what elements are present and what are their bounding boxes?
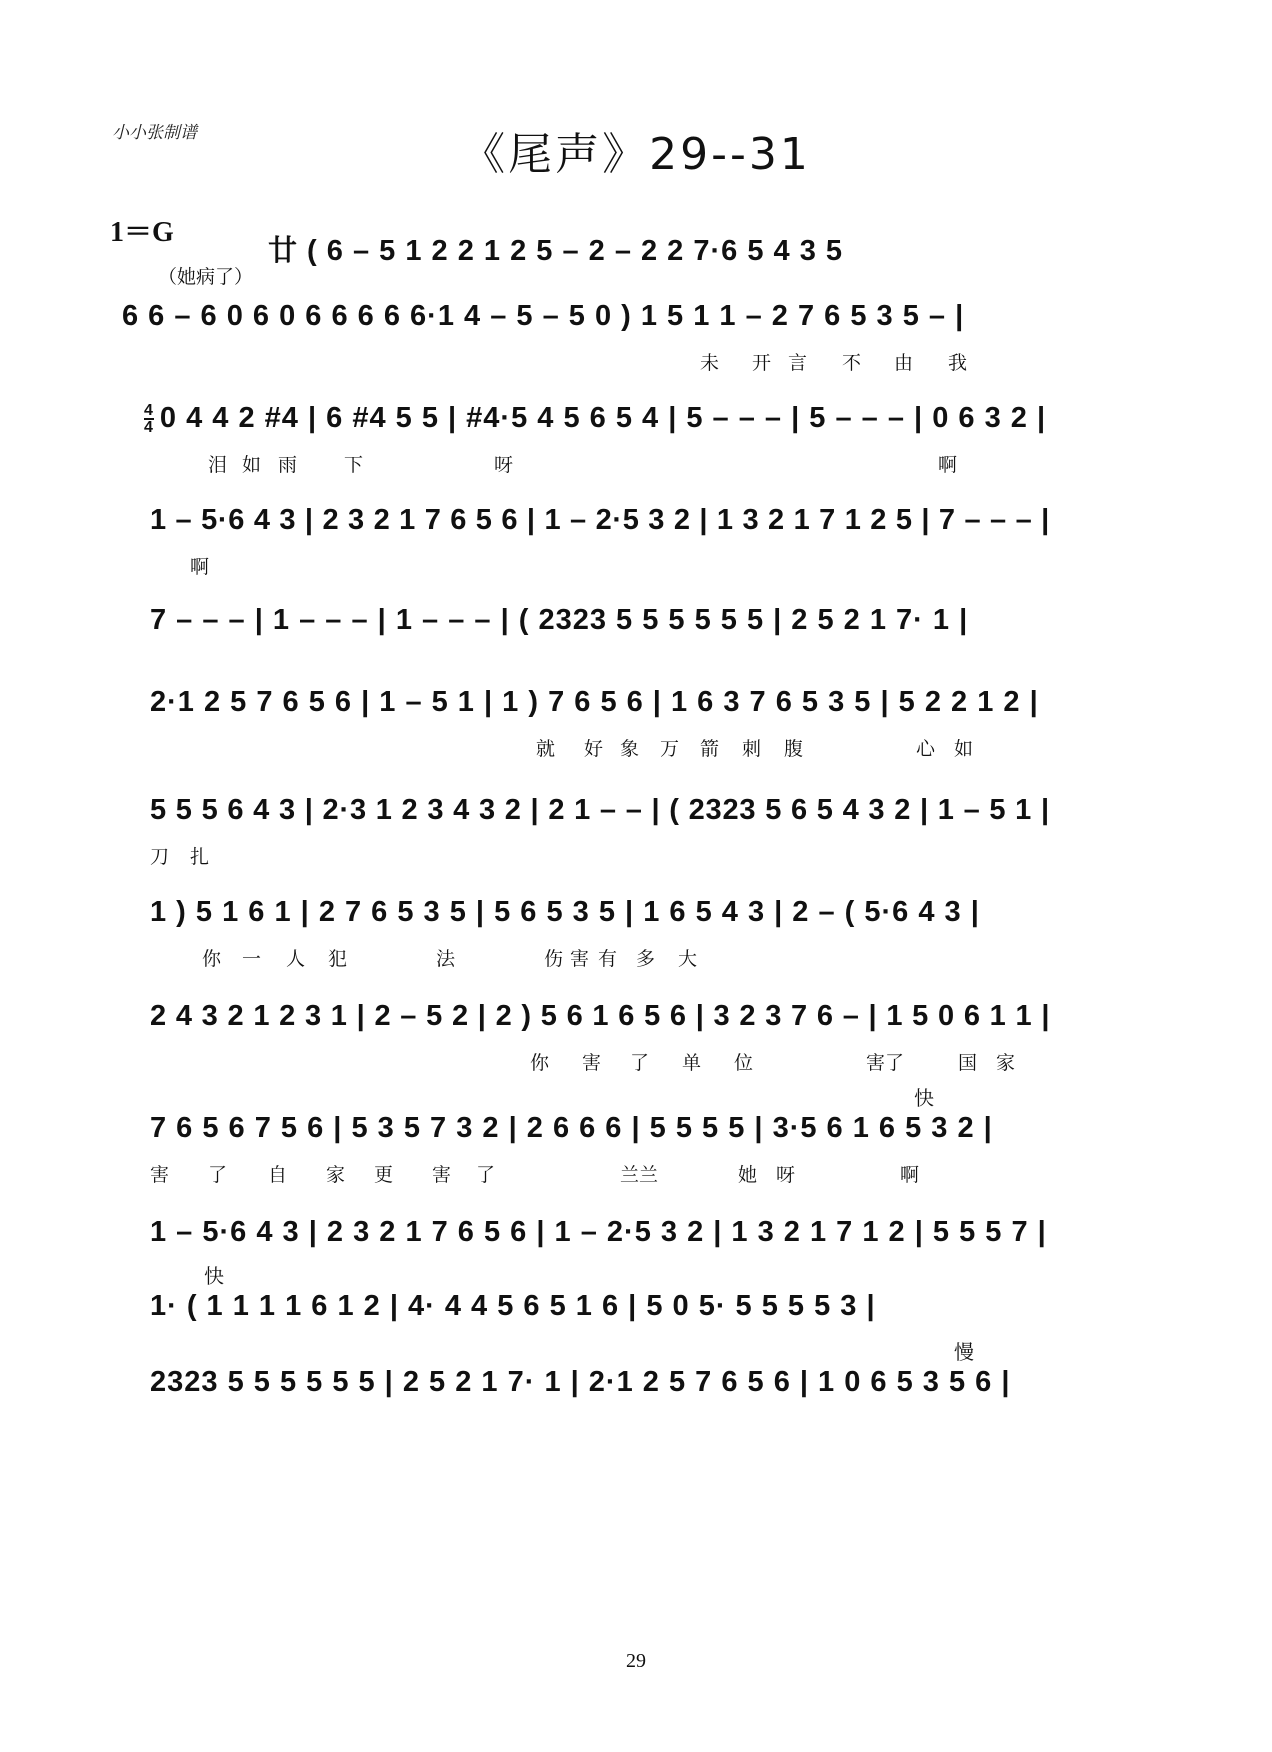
lyric-syllable: 如: [242, 454, 262, 476]
lyric-syllable: 自: [268, 1164, 288, 1186]
lyric-syllable: 万: [660, 738, 680, 760]
lyric-syllable: 大: [678, 948, 698, 970]
lyrics-line: [150, 1160, 1166, 1186]
lyric-syllable: 腹: [784, 738, 804, 760]
lyric-syllable: 如: [954, 738, 974, 760]
lyric-syllable: 家: [326, 1164, 346, 1186]
score-title: 《尾声》29--31: [461, 129, 811, 180]
notation-line: 2323 5 5 5 5 5 5 | 2 5 2 1 7· 1 | 2·1 2 5 7 6 5 6 | 1 0 6 5 3 5 6 |: [150, 1366, 1011, 1398]
notation-line: [144, 402, 1050, 435]
lyric-syllable: 刺: [742, 738, 762, 760]
notation-line: 2 4 3 2 1 2 3 1 | 2 – 5 2 | 2 ) 5 6 1 6 5 6 | 3 2 3 7 6 – | 1 5 0 6 1 1 |: [150, 1000, 1051, 1032]
credit-text: 小小张制谱: [112, 123, 197, 143]
time-signature: $\frac{4}{4}$: [144, 402, 154, 437]
lyric-syllable: 呀: [494, 454, 514, 476]
lyric-syllable: 伤: [544, 948, 564, 970]
notation-line: 7 – – – | 1 – – – | 1 – – – | ( 2323 5 5 5 5 5 5 | 2 5 2 1 7· 1 |: [150, 604, 969, 636]
lyrics-line: [122, 348, 1138, 374]
lyric-syllable: 好: [584, 738, 604, 760]
lyric-syllable: 人: [286, 948, 306, 970]
lyric-syllable: 言: [788, 352, 808, 374]
lyric-syllable: 害: [150, 1164, 170, 1186]
lyric-syllable: 未: [700, 352, 720, 374]
lyric-syllable: 我: [948, 352, 968, 374]
lyric-syllable: 雨: [278, 454, 298, 476]
lyric-syllable: 象: [620, 738, 640, 760]
lyric-syllable: 犯: [328, 948, 348, 970]
lyric-syllable: 法: [436, 948, 456, 970]
lyric-syllable: 开: [752, 352, 772, 374]
lyrics-line: [150, 944, 1166, 970]
lyric-syllable: 啊: [190, 556, 210, 578]
notation-line: 1 ) 5 1 6 1 | 2 7 6 5 3 5 | 5 6 5 3 5 | 1 6 5 4 3 | 2 – ( 5·6 4 3 |: [150, 896, 980, 928]
lyric-syllable: 位: [734, 1052, 754, 1074]
spoken-aside: （她病了）: [158, 266, 254, 288]
lyric-syllable: 多: [636, 948, 656, 970]
lyric-syllable: 你: [202, 948, 222, 970]
lyric-syllable: 你: [530, 1052, 550, 1074]
lyric-syllable: 家: [996, 1052, 1016, 1074]
key-signature: 1＝G: [110, 217, 174, 248]
lyrics-line: [150, 842, 1166, 868]
lyric-syllable: 害: [432, 1164, 452, 1186]
lyrics-line: [150, 1048, 1166, 1074]
lyrics-line: [150, 734, 1166, 760]
lyric-syllable: 啊: [900, 1164, 920, 1186]
notation-text: 0 4 4 2 #4 | 6 #4 5 5 | #4·5 4 5 6 5 4 | 5 – – – | 5 – – – | 0 6 3 2 |: [159, 402, 1047, 434]
lyric-syllable: 害了: [866, 1052, 905, 1074]
lyric-syllable: 下: [344, 454, 364, 476]
lyrics-line: [144, 450, 1160, 476]
notation-line: 1 – 5·6 4 3 | 2 3 2 1 7 6 5 6 | 1 – 2·5 3 2 | 1 3 2 1 7 1 2 | 5 5 5 7 |: [150, 1216, 1047, 1248]
lyric-syllable: 害: [582, 1052, 602, 1074]
lyric-syllable: 箭: [700, 738, 720, 760]
lyrics-line: [150, 552, 1166, 578]
lyric-syllable: 兰兰: [620, 1164, 659, 1186]
notation-line: 5 5 5 6 4 3 | 2·3 1 2 3 4 3 2 | 2 1 – – | ( 2323 5 6 5 4 3 2 | 1 – 5 1 |: [150, 794, 1050, 826]
lyric-syllable: 不: [842, 352, 862, 374]
lyric-syllable: 她: [738, 1164, 758, 1186]
lyric-syllable: 呀: [776, 1164, 796, 1186]
page-number: 29: [626, 1650, 646, 1672]
lyric-syllable: 国: [958, 1052, 978, 1074]
lyric-syllable: 心: [916, 738, 936, 760]
lyric-syllable: 由: [894, 352, 914, 374]
notation-line: 1 – 5·6 4 3 | 2 3 2 1 7 6 5 6 | 1 – 2·5 3 2 | 1 3 2 1 7 1 2 5 | 7 – – – |: [150, 504, 1050, 536]
tempo-mark: 慢: [954, 1340, 974, 1364]
notation-line: 廿 ( 6 – 5 1 2 2 1 2 5 – 2 – 2 2 7·6 5 4 3 5: [268, 235, 844, 267]
lyric-syllable: 泪: [208, 454, 228, 476]
lyric-syllable: 就: [536, 738, 556, 760]
lyric-syllable: 了: [476, 1164, 496, 1186]
lyric-syllable: 害: [570, 948, 590, 970]
lyric-syllable: 一: [242, 948, 262, 970]
lyric-syllable: 扎: [190, 846, 210, 868]
lyric-syllable: 了: [208, 1164, 228, 1186]
notation-line: 1· ( 1 1 1 1 6 1 2 | 4· 4 4 5 6 5 1 6 | 5 0 5· 5 5 5 5 3 |: [150, 1290, 876, 1322]
notation-line: 7 6 5 6 7 5 6 | 5 3 5 7 3 2 | 2 6 6 6 | 5 5 5 5 | 3·5 6 1 6 5 3 2 |: [150, 1112, 993, 1144]
lyric-syllable: 了: [630, 1052, 650, 1074]
notation-line: 2·1 2 5 7 6 5 6 | 1 – 5 1 | 1 ) 7 6 5 6 | 1 6 3 7 6 5 3 5 | 5 2 2 1 2 |: [150, 686, 1039, 718]
lyric-syllable: 单: [682, 1052, 702, 1074]
lyric-syllable: 有: [598, 948, 618, 970]
lyric-syllable: 更: [374, 1164, 394, 1186]
tempo-mark: 快: [914, 1086, 934, 1110]
notation-line: 6 6 – 6 0 6 0 6 6 6 6 6·1 4 – 5 – 5 0 ) 1 5 1 1 – 2 7 6 5 3 5 – |: [122, 300, 965, 332]
lyric-syllable: 刀: [150, 846, 170, 868]
tempo-mark: 快: [204, 1264, 224, 1288]
lyric-syllable: 啊: [938, 454, 958, 476]
